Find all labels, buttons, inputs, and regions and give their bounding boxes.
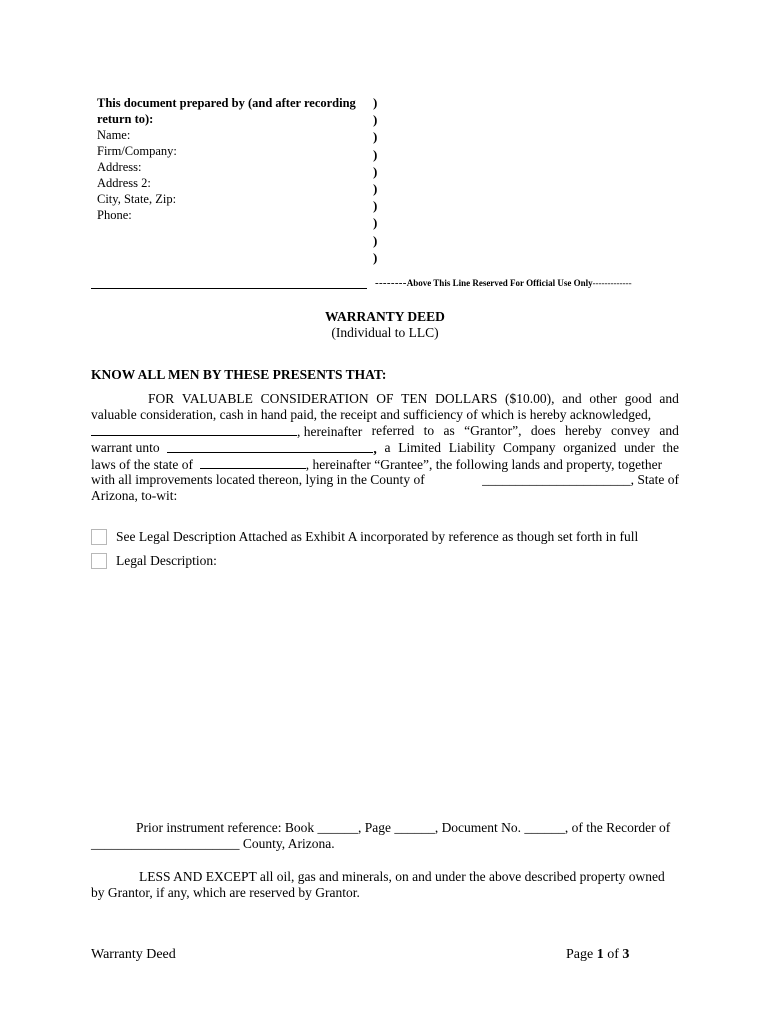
total-pages: 3: [622, 947, 630, 962]
legal-description-option[interactable]: [91, 553, 217, 569]
body-word: and: [659, 423, 679, 438]
paren: ): [373, 146, 378, 162]
document-title: WARRANTY DEED: [325, 309, 445, 324]
body-line-2: valuable consideration, cash in hand paid, the receipt and sufficiency of which is hereby acknowledged,: [91, 407, 652, 422]
body-word: Company: [502, 440, 556, 455]
body-word: to: [423, 423, 435, 438]
preparer-heading: This document prepared by (and after recording: [97, 96, 356, 110]
county-segment: [482, 472, 679, 488]
recording-divider-line: [91, 288, 367, 289]
body-word: good: [624, 391, 652, 406]
body-line-4: [91, 440, 679, 457]
body-word: convey: [611, 423, 651, 438]
prior-instrument-line-2: ______________________ County, Arizona.: [91, 836, 335, 851]
grantor-segment: [91, 423, 362, 440]
body-word: DOLLARS: [435, 391, 498, 406]
body-word: FOR: [148, 391, 175, 406]
body-word: a: [384, 440, 391, 455]
paren: ): [373, 249, 378, 265]
body-word: other: [589, 391, 618, 406]
body-word: “Grantor”,: [464, 423, 522, 438]
body-line-3: [91, 423, 679, 440]
preparer-block: [97, 95, 367, 223]
paren: ): [373, 95, 378, 110]
body-word: Limited: [398, 440, 441, 455]
body-word: as: [443, 423, 455, 438]
paren: ): [373, 129, 378, 145]
paren: ): [373, 198, 378, 214]
paren: ): [373, 163, 378, 179]
paren: ): [373, 181, 378, 197]
body-text: with all improvements located thereon, lying in the County of: [91, 472, 425, 487]
body-text: , State of: [630, 472, 679, 487]
official-use-notice: [375, 277, 632, 289]
preparer-heading-cont: return to):: [97, 112, 154, 126]
know-all-men-heading: KNOW ALL MEN BY THESE PRESENTS THAT:: [91, 367, 387, 382]
less-except-line-2: by Grantor, if any, which are reserved by Grantor.: [91, 885, 360, 900]
paren: ): [373, 232, 378, 248]
preparer-firm-label: Firm/Company:: [97, 144, 177, 158]
body-word: under: [623, 440, 655, 455]
body-word: Liability: [448, 440, 496, 455]
body-word: and: [659, 391, 679, 406]
body-word: OF: [376, 391, 394, 406]
body-line-1: [148, 391, 679, 407]
preparer-address2-label: Address 2:: [97, 176, 151, 190]
body-line-5: [91, 456, 679, 473]
preparer-name-label: Name:: [97, 128, 131, 142]
county-blank[interactable]: ______________________: [482, 472, 631, 487]
body-word: , hereinafter: [297, 424, 363, 439]
dashes-right: -------------: [592, 278, 632, 288]
page-prefix: Page: [566, 947, 594, 962]
legal-description-label: Legal Description:: [116, 553, 217, 568]
body-line-6: [91, 472, 679, 488]
body-text: ,: [373, 441, 377, 456]
body-text: , hereinafter “Grantee”, the following lands and property, together: [305, 457, 663, 472]
exhibit-a-option[interactable]: [91, 529, 638, 545]
prior-instrument-line-1: Prior instrument reference: Book ______, Page ______, Document No. ______, of the Recorder of: [136, 820, 671, 835]
body-word: VALUABLE: [181, 391, 253, 406]
body-word: CONSIDERATION: [260, 391, 369, 406]
grantor-name-blank[interactable]: [91, 423, 297, 436]
grantee-segment: [167, 440, 376, 457]
page-of: of: [607, 947, 619, 962]
body-word: ($10.00),: [505, 391, 555, 406]
footer-document-name: Warranty Deed: [91, 947, 176, 962]
body-word: the: [662, 440, 679, 455]
footer-page-number: [566, 947, 629, 963]
body-word: organized: [563, 440, 617, 455]
preparer-address-label: Address:: [97, 160, 142, 174]
body-word: TEN: [401, 391, 428, 406]
reserved-text: Above This Line Reserved For Official Use Only: [406, 278, 593, 288]
less-except-line-1: LESS AND EXCEPT all oil, gas and minerals, on and under the above described property owned: [139, 869, 665, 884]
body-word: and: [562, 391, 582, 406]
body-word: referred: [371, 423, 415, 438]
exhibit-a-label: See Legal Description Attached as Exhibit A incorporated by reference as though set forth in full: [116, 529, 639, 544]
body-word: hereby: [564, 423, 602, 438]
paren: ): [373, 215, 378, 231]
paren-column: [373, 94, 385, 266]
body-word: does: [530, 423, 556, 438]
preparer-phone-label: Phone:: [97, 208, 132, 222]
legal-description-checkbox[interactable]: [91, 553, 107, 569]
body-text: warrant unto: [91, 440, 160, 455]
paren: ): [373, 112, 378, 128]
state-blank[interactable]: [200, 456, 306, 469]
dashes-left: --------: [375, 277, 407, 289]
current-page: 1: [596, 947, 604, 962]
exhibit-a-checkbox[interactable]: [91, 529, 107, 545]
preparer-city-label: City, State, Zip:: [97, 192, 177, 206]
body-text: laws of the state of: [91, 457, 193, 472]
document-subtitle: (Individual to LLC): [331, 325, 439, 340]
grantee-name-blank[interactable]: [167, 440, 373, 453]
body-line-7: Arizona, to-wit:: [91, 488, 178, 503]
